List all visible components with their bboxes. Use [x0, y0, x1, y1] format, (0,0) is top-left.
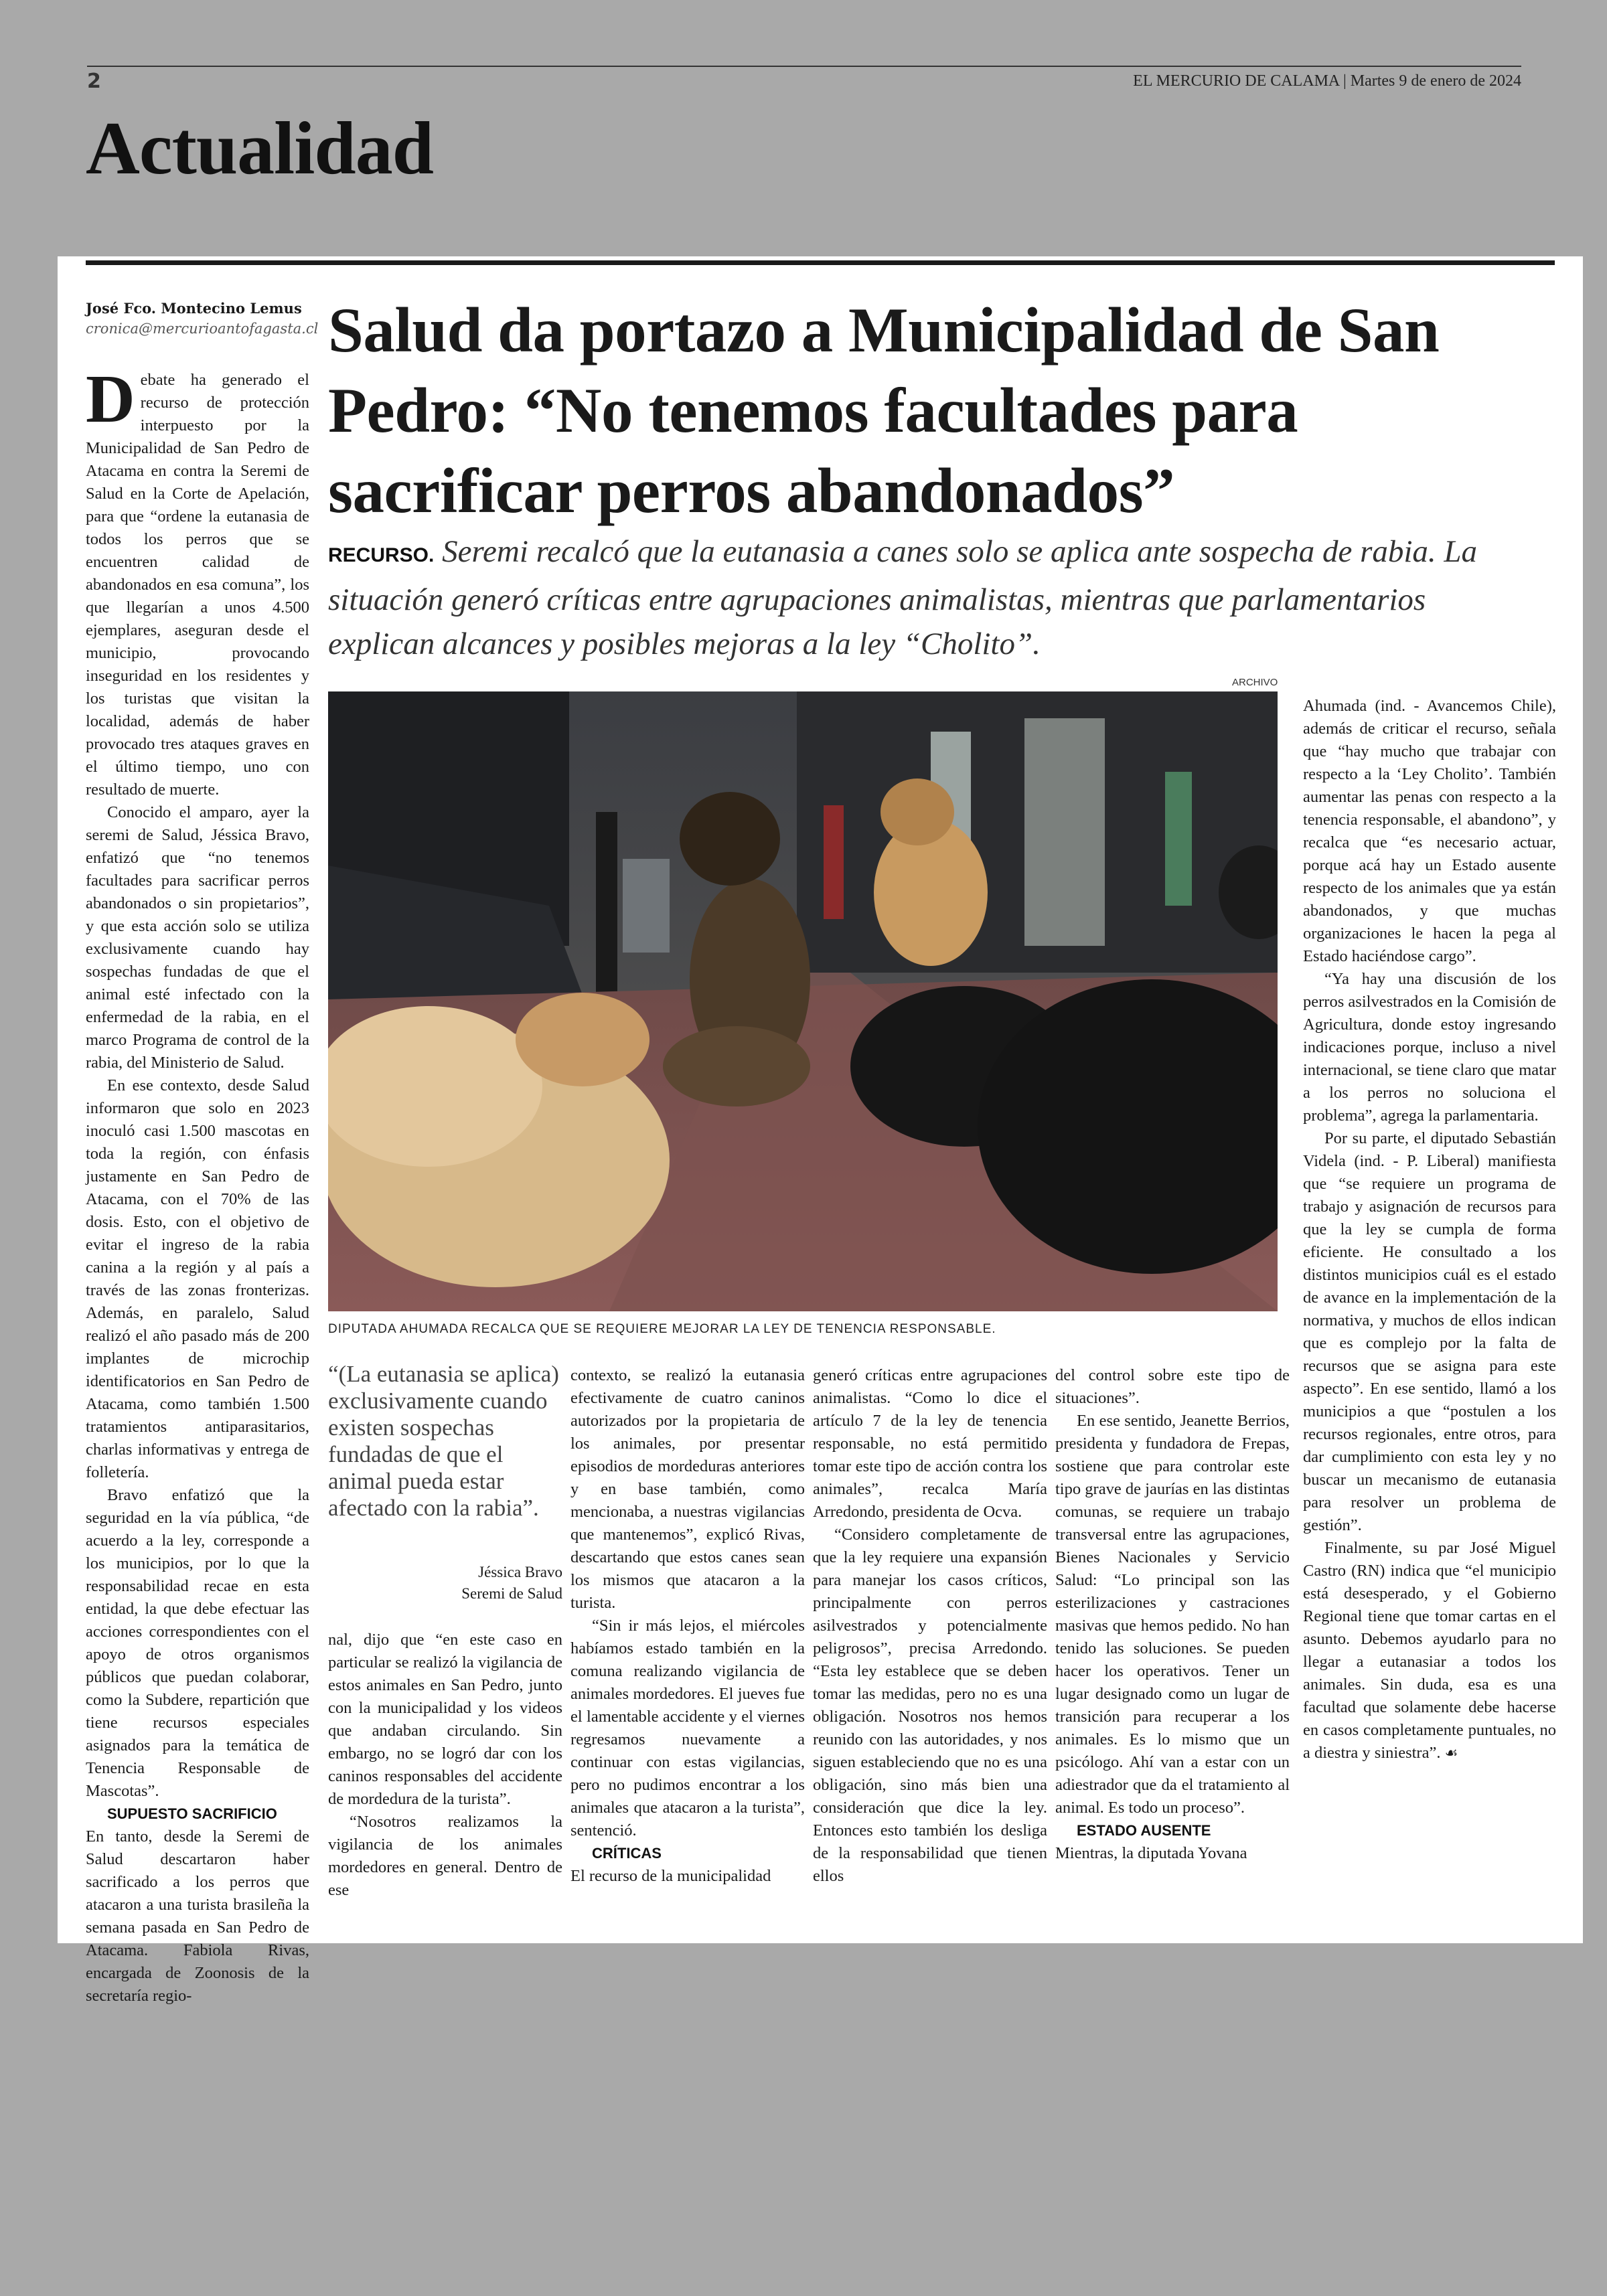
column-2 — [328, 1629, 562, 1902]
col5-p2: En ese sentido, Jeanette Berrios, presidenta y fundadora de Frepas, sostiene que para controlar este tipo grave de jaurías en las distintas comunas, se requiere un trabajo transversal entre las agrupaciones, Bienes Nacionales y Servicio Salud: “Lo principal son las esterilizaciones y castraciones masivas que hemos pedido. No han tenido las soluciones. Se pueden hacer los operativos. Tener un lugar designado como un lugar de transición para recuperar a los animales. Es lo mismo que un psicólogo. Ahí van a estar con un adiestrador que da el tratamiento al animal. Es todo un proceso”. — [1055, 1412, 1290, 1817]
quote-attribution — [328, 1562, 562, 1605]
page-number: 2 — [87, 70, 101, 93]
col2-p2: “Nosotros realizamos la vigilancia de los animales mordedores en general. Dentro de ese — [328, 1813, 562, 1899]
running-head: EL MERCURIO DE CALAMA | Martes 9 de enero de 2024 — [1133, 72, 1521, 90]
deck — [328, 529, 1540, 666]
deck-text: Seremi recalcó que la eutanasia a canes solo se aplica ante sospecha de rabia. La situación generó críticas entre agrupaciones animalistas, mientras que parlamentarios explican alcances y posibles mejoras a la ley “Cholito”. — [328, 534, 1478, 661]
top-rule — [87, 66, 1521, 67]
deck-kicker: RECURSO. — [328, 544, 435, 566]
col3-p3: El recurso de la municipalidad — [570, 1867, 771, 1885]
byline-email: cronica@mercurioantofagasta.cl — [86, 321, 319, 337]
subhead-supuesto-sacrificio: SUPUESTO SACRIFICIO — [107, 1805, 277, 1822]
col6-p4 — [1303, 1537, 1556, 1765]
article-top-rule — [86, 260, 1555, 265]
col6-p3: Por su parte, el diputado Sebastián Videla (ind. - P. Liberal) manifiesta que “se requiere un programa de trabajo y asignación de recursos para que la ley se cumpla de forma eficiente. He consultado a los distintos municipios cuál es el estado de avance en la implementación de la normativa, y muchos de ellos indican que es complejo por la falta de recursos que se asigna para este aspecto”. En ese sentido, llamó a los municipios a que “postulen a los recursos regionales, entre otros, para dar cumplimiento con esta ley y no buscar un mecanismo de eutanasia para resolver un problema de gestión”. — [1303, 1129, 1556, 1534]
col3-p2: “Sin ir más lejos, el miércoles habíamos estado también en la comuna realizando vigilancia de animales mordedores. El jueves fue el lamentable accidente y el viernes regresamos nuevamente a continuar con estas vigilancias, pero no pudimos encontrar a los animales que atacaron a la turista”, sentenció. — [570, 1617, 805, 1839]
stray-dogs-photo — [328, 691, 1278, 1311]
column-6 — [1303, 695, 1556, 1765]
subhead-estado-ausente: ESTADO AUSENTE — [1077, 1822, 1211, 1839]
column-4 — [813, 1364, 1047, 1888]
end-mark: ☙ — [1444, 1744, 1458, 1761]
headline: Salud da portazo a Municipalidad de San Pedro: “No tenemos facultades para sacrificar perros abandonados” — [328, 295, 1440, 526]
col1-p4: Bravo enfatizó que la seguridad en la vía pública, “de acuerdo a la ley, corresponde a los municipios, por lo que la responsabilidad recae en esta entidad, la que debe efectuar las acciones correspondientes con el apoyo de otros organismos públicos que puedan colaborar, como la Subdere, repartición que tiene recursos especiales asignados para la temática de Tenencia Responsable de Mascotas”. — [86, 1486, 309, 1800]
col6-p2: “Ya hay una discusión de los perros asilvestrados en la Comisión de Agricultura, donde estoy ingresando indicaciones porque, incluso a nivel internacional, se tiene claro que matar a los perros no soluciona el problema”, agrega la parlamentaria. — [1303, 970, 1556, 1125]
article-page — [58, 256, 1583, 2005]
column-3 — [570, 1364, 805, 1888]
dropcap: D — [86, 361, 135, 437]
section-title: Actualidad — [86, 107, 433, 190]
col6-p1: Ahumada (ind. - Avancemos Chile), además de criticar el recurso, señala que “hay mucho que trabajar con respecto a la ‘Ley Cholito’. También aumentar las penas con respecto a la tenencia responsable, el abandono”, y recalca que “es necesario actuar, porque acá hay un Estado ausente respecto de los animales que ya están abandonados, y que muchas organizaciones le hacen la pega al Estado haciéndose cargo”. — [1303, 697, 1556, 965]
quote-role: Seremi de Salud — [461, 1585, 562, 1602]
article-photo — [328, 691, 1278, 1311]
col1-p2: Conocido el amparo, ayer la seremi de Salud, Jéssica Bravo, enfatizó que “no tenemos facultades para sacrificar perros abandonados o sin propietarios”, y que esta acción solo se utiliza exclusivamente cuando hay sospechas fundadas de que el animal esté infectado con la enfermedad de la rabia, en el marco Programa de control de la rabia, del Ministerio de Salud. — [86, 803, 309, 1072]
quote-author: Jéssica Bravo — [478, 1564, 562, 1580]
photo-credit: ARCHIVO — [1232, 677, 1278, 688]
col5-p3: Mientras, la diputada Yovana — [1055, 1844, 1247, 1862]
col4-p1: generó críticas entre agrupaciones animalistas. “Como lo dice el artículo 7 de la ley de tenencia responsable, no está permitido tomar este tipo de acción contra los animales”, recalca María Arredondo, presidenta de Ocva. — [813, 1366, 1047, 1521]
pull-quote: “(La eutanasia se aplica) exclusivamente cuando existen sospechas fundadas de que el animal pueda estar afectado con la rabia”. — [328, 1361, 559, 1521]
col1-p1-text: ebate ha generado el recurso de protección interpuesto por la Municipalidad de San Pedro de Atacama en contra la Seremi de Salud en la Corte de Apelación, para que “ordene la eutanasia de todos los perros que se encuentren calidad de abandonados en esa comuna”, los que llegarían a unos 4.500 ejemplares, aseguran desde el municipio, provocando inseguridad en los residentes y los turistas que visitan la localidad, además de haber provocado tres ataques graves en el último tiempo, uno con resultado de muerte. — [86, 371, 309, 799]
column-1 — [86, 361, 309, 2007]
col6-p4-text: Finalmente, su par José Miguel Castro (RN) indica que “el municipio está desesperado, y el Gobierno Regional tiene que tomar cartas en el asunto. Debemos ayudarlo para no llegar a eutanasiar a todos los animales. Sin duda, esa es una facultad que solamente debe hacerse en casos completamente puntuales, no a diestra y siniestra”. — [1303, 1539, 1556, 1762]
col2-p1: nal, dijo que “en este caso en particular se realizó la vigilancia de estos animales en San Pedro, junto con la municipalidad y los videos que andaban circulando. Sin embargo, no se logró dar con los caninos responsables del accidente de mordedura de la turista”. — [328, 1631, 562, 1808]
col4-p2: “Considero completamente de que la ley requiere una expansión para manejar los casos críticos, principalmente con perros asilvestrados y potencialmente peligrosos”, precisa Arredondo. “Esta ley establece que se deben tomar las medidas, pero no es una obligación. Nosotros nos hemos reunido con las autoridades, y nos siguen estableciendo que no es una obligación, sino más bien una consideración que dice la ley. Entonces esto también los desliga de la responsabilidad que tienen ellos — [813, 1526, 1047, 1885]
col1-p1 — [86, 361, 309, 801]
col1-p5: En tanto, desde la Seremi de Salud descartaron haber sacrificado a los perros que atacaron a una turista brasileña la semana pasada en San Pedro de Atacama. Fabiola Rivas, encargada de Zoonosis de la secretaría regio- — [86, 1827, 309, 2005]
byline-name: José Fco. Montecino Lemus — [86, 300, 302, 317]
col1-p3: En ese contexto, desde Salud informaron que solo en 2023 inoculó casi 1.500 mascotas en toda la región, con énfasis justamente en San Pedro de Atacama, con el 70% de las dosis. Esto, con el objetivo de evitar el ingreso de la rabia canina a la región y al país a través de las zonas fronterizas. Además, en paralelo, Salud realizó el año pasado más de 200 implantes de microchip identificatorios en San Pedro de Atacama, como también 1.500 tratamientos antiparasitarios, charlas informativas y entrega de folletería. — [86, 1076, 309, 1481]
subhead-criticas: CRÍTICAS — [592, 1845, 662, 1862]
column-5 — [1055, 1364, 1290, 1865]
col3-p1: contexto, se realizó la eutanasia efectivamente de cuatro caninos autorizados por la propietaria de los animales, por presentar episodios de mordeduras anteriores y en base también, como mencionaba, a nuestras vigilancias que mantenemos”, explicó Rivas, descartando que estos canes sean los mismos que atacaron a la turista. — [570, 1366, 805, 1612]
byline — [86, 298, 319, 339]
col5-p1: del control sobre este tipo de situaciones”. — [1055, 1366, 1290, 1407]
photo-caption: DIPUTADA AHUMADA RECALCA QUE SE REQUIERE MEJORAR LA LEY DE TENENCIA RESPONSABLE. — [328, 1322, 996, 1336]
